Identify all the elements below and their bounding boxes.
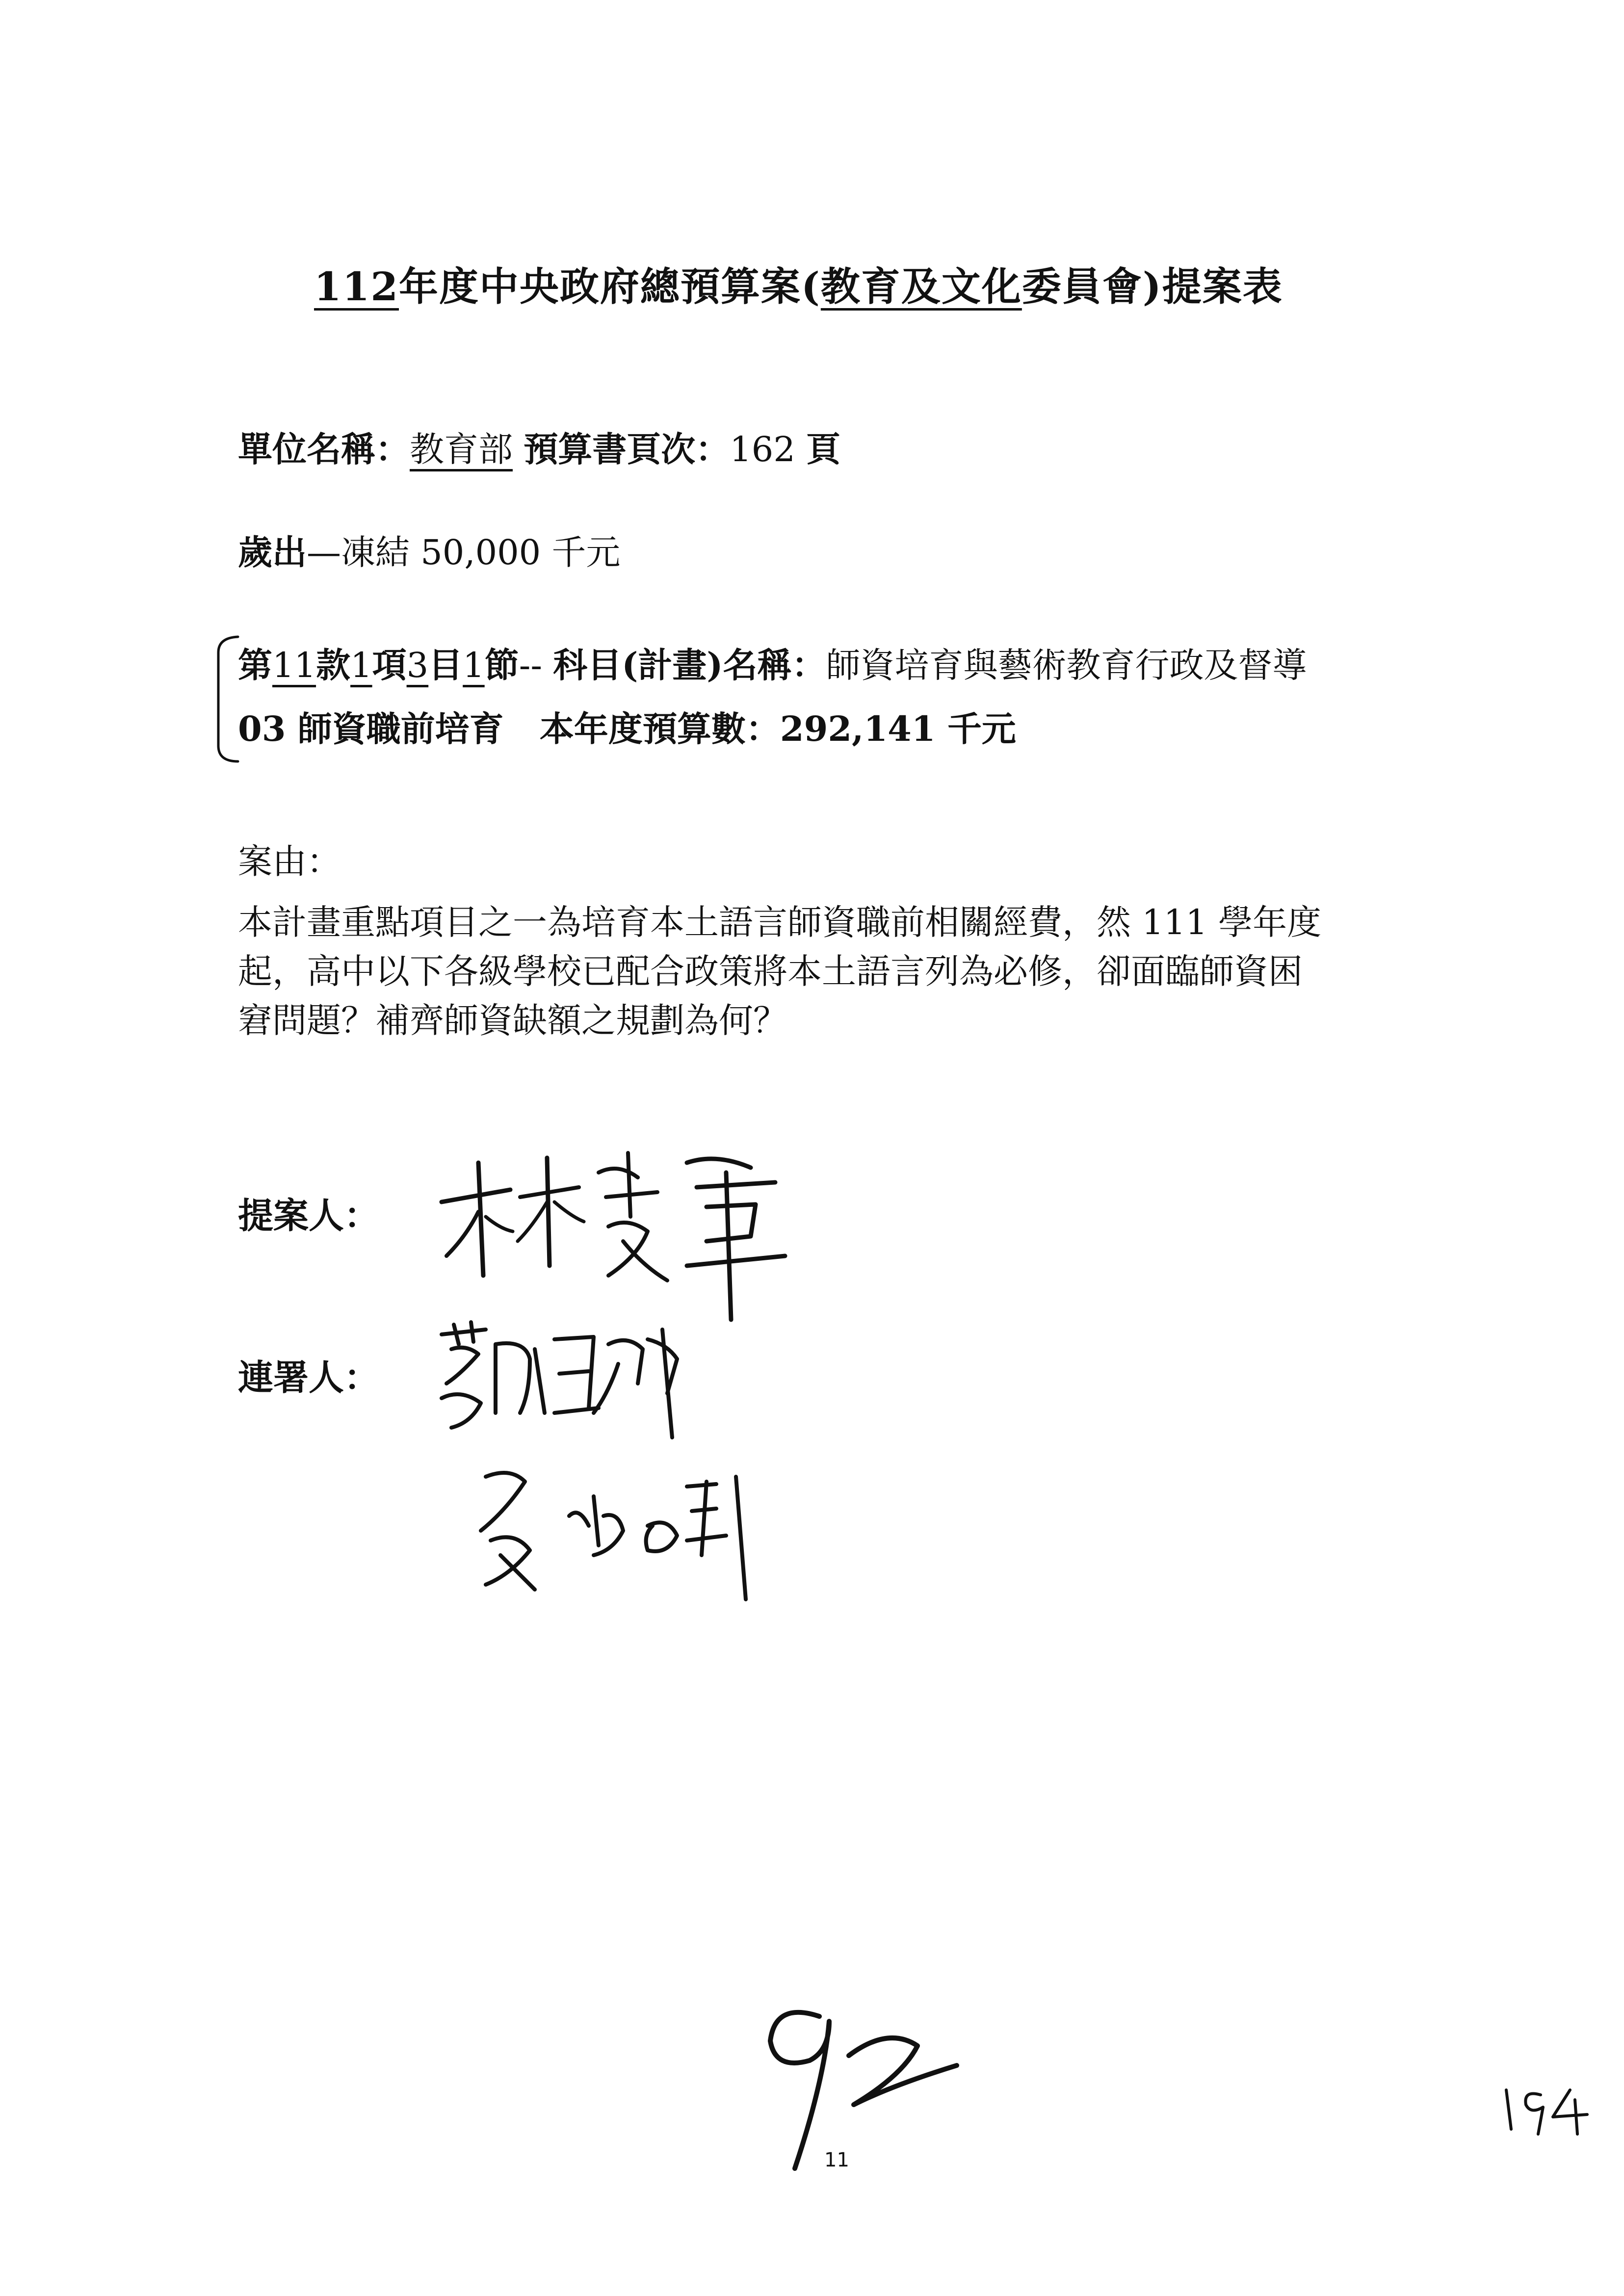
unit-value: 教育部 — [410, 429, 513, 470]
unit-label: 單位名稱： — [238, 429, 410, 470]
page-title — [314, 255, 1283, 312]
cosigner-signature-1 — [432, 1315, 707, 1442]
title-part2: 委員會)提案表 — [1022, 263, 1283, 310]
proposer-label: 提案人： — [238, 1195, 380, 1236]
subject-mu-num: 3 — [406, 645, 429, 685]
subject-mu: 目 — [428, 645, 463, 685]
subject-kuan-num: 11 — [272, 645, 316, 685]
subject-kuan: 款 — [316, 645, 351, 685]
subject-xiang: 項 — [372, 645, 407, 685]
subject-xiang-num: 1 — [350, 645, 372, 685]
page-value: 162 — [730, 429, 795, 470]
expense-value: —凍結 50,000 千元 — [307, 532, 621, 573]
reason-label: 案由： — [238, 841, 341, 882]
subject-line-2 — [238, 702, 1016, 751]
subject-line-1 — [238, 638, 1307, 687]
subject-jie: 節 — [484, 645, 519, 685]
page-number: 11 — [824, 2149, 849, 2171]
reason-line: 本計畫重點項目之一為培育本土語言師資職前相關經費，然 111 學年度 — [238, 902, 1322, 942]
proposer-signature — [432, 1143, 805, 1330]
reason-line: 起，高中以下各級學校已配合政策將本土語言列為必修，卻面臨師資困 — [238, 951, 1303, 991]
cosigner-signature-2 — [471, 1457, 785, 1604]
subject-item: 03 師資職前培育 — [238, 708, 504, 749]
title-part1: 年度中央政府總預算案( — [399, 263, 821, 310]
expense-label: 歲出 — [238, 532, 307, 573]
subject-bracket — [211, 633, 240, 765]
title-year: 112 — [314, 263, 399, 310]
subject-name-value: 師資培育與藝術教育行政及督導 — [826, 645, 1307, 685]
page-label: 預算書頁次： — [524, 429, 730, 470]
expense-line — [238, 525, 620, 574]
subject-di: 第 — [238, 645, 272, 685]
subject-name-label: 科目(計畫)名稱： — [553, 645, 826, 685]
subject-separator: -- — [519, 645, 543, 685]
reason-body — [238, 898, 1445, 1045]
handwritten-mark-92 — [731, 1992, 976, 2178]
unit-line — [238, 422, 840, 471]
reason-line: 窘問題？補齊師資缺額之規劃為何？ — [238, 1000, 787, 1041]
budget-value: 292,141 千元 — [780, 708, 1016, 749]
page-suffix: 頁 — [806, 429, 841, 470]
subject-jie-num: 1 — [463, 645, 485, 685]
cosigner-label: 連署人： — [238, 1357, 380, 1398]
title-committee: 教育及文化 — [820, 263, 1022, 310]
handwritten-corner-194 — [1496, 2075, 1595, 2144]
budget-label: 本年度預算數： — [539, 708, 780, 749]
